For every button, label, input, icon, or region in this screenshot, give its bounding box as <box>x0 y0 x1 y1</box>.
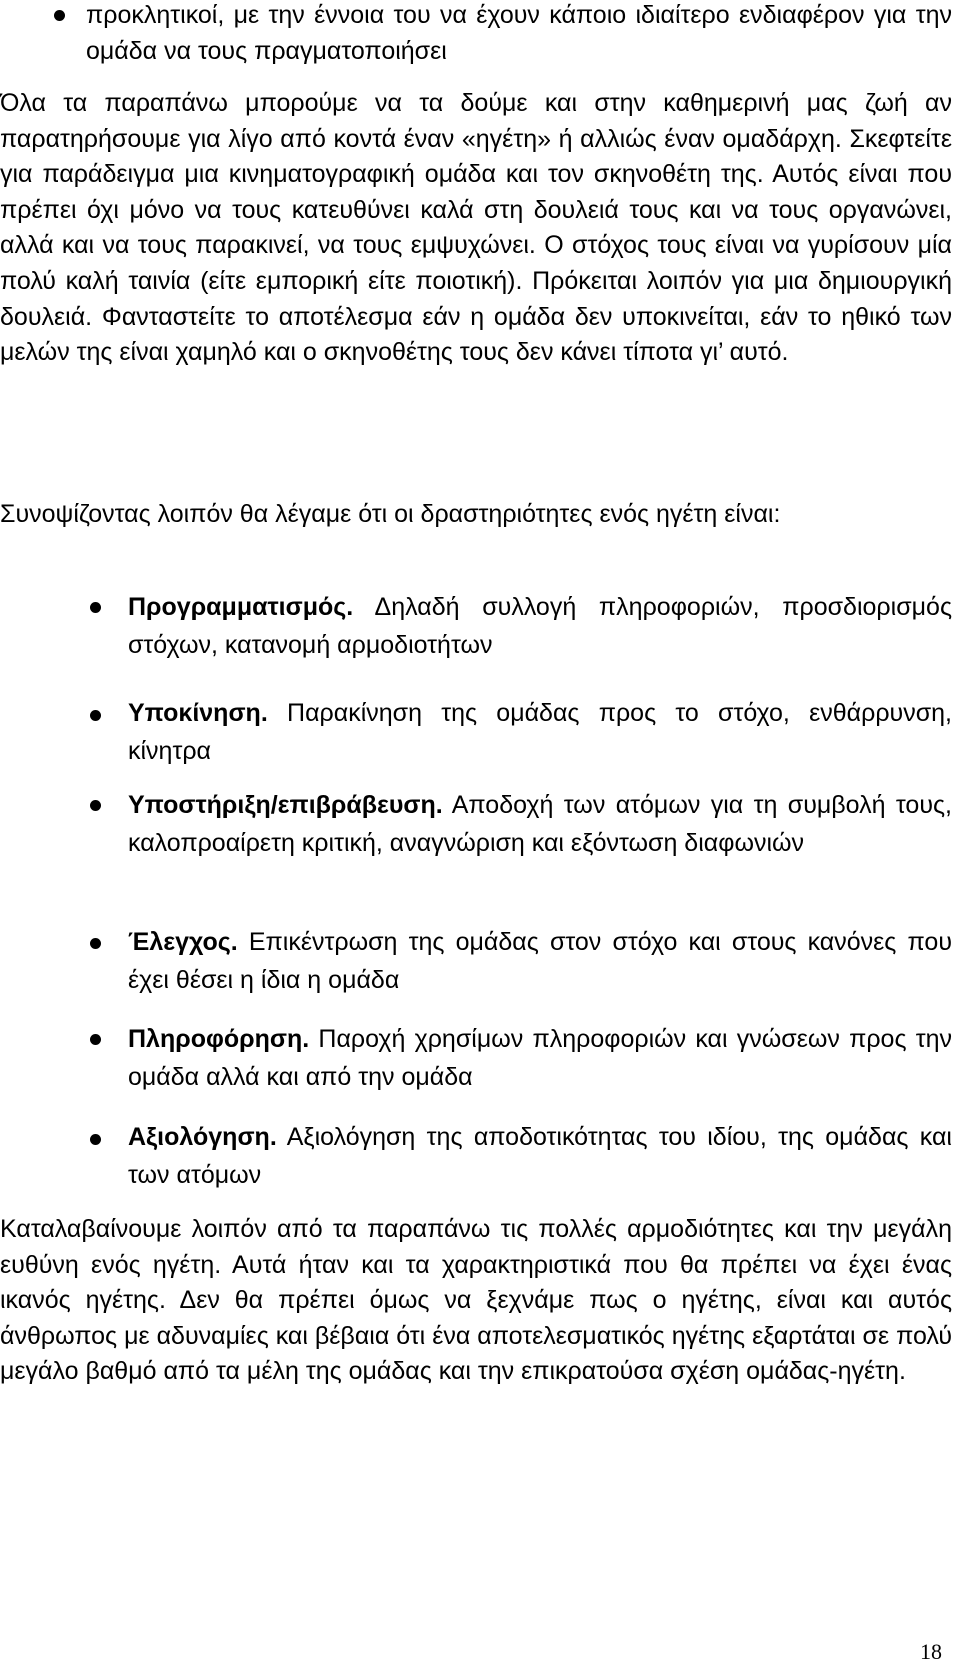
intro-bullet-text: προκλητικοί, με την έννοια του να έχουν κάποιο ιδιαίτερο ενδιαφέρον για την ομάδα να τους πραγματοποιήσει <box>86 1 952 65</box>
list-item-term: Υποκίνηση. <box>128 699 268 727</box>
list-item <box>128 1020 952 1096</box>
list-item-term: Πληροφόρηση. <box>128 1025 310 1053</box>
paragraph-3: Καταλαβαίνουμε λοιπόν από τα παραπάνω τις πολλές αρμοδιότητες και την μεγάλη ευθύνη ενός ηγέτη. Αυτά ήταν και τα χαρακτηριστικά που θα πρέπει να έχει ένας ικανός ηγέτης. Δεν θα πρέπει όμως να ξεχνάμε πως ο ηγέτης, είναι και αυτός άνθρωπος με αδυναμίες και βέβαια ότι ένα αποτελεσματικός ηγέτης εξαρτάται σε πολύ μεγάλο βαθμό από τα μέλη της ομάδας και την επικρατούσα σχέση ομάδας-ηγέτη. <box>0 1215 952 1386</box>
list-item-text: Αξιολόγηση της αποδοτικότητας του ιδίου, της ομάδας και των ατόμων <box>128 1123 952 1189</box>
list-item-term: Έλεγχος. <box>128 928 238 956</box>
bullet-icon <box>90 710 101 721</box>
bullet-icon <box>90 602 101 613</box>
list-item-text: Δηλαδή συλλογή πληροφοριών, προσδιορισμός στόχων, κατανομή αρμοδιοτήτων <box>128 593 952 659</box>
list-item-term: Υποστήριξη/επιβράβευση. <box>128 791 443 819</box>
list-item-text: Παρακίνηση της ομάδας προς το στόχο, ενθάρρυνση, κίνητρα <box>128 699 952 765</box>
list-item <box>128 786 952 862</box>
list-item-term: Αξιολόγηση. <box>128 1123 277 1151</box>
paragraph-2: Συνοψίζοντας λοιπόν θα λέγαμε ότι οι δραστηριότητες ενός ηγέτη είναι: <box>0 500 781 528</box>
list-item <box>128 923 952 999</box>
bullet-icon <box>54 10 65 21</box>
list-item <box>128 694 952 770</box>
list-item-text: Επικέντρωση της ομάδας στον στόχο και στους κανόνες που έχει θέσει η ίδια η ομάδα <box>128 928 952 994</box>
bullet-icon <box>90 938 101 949</box>
list-item <box>128 588 952 664</box>
list-item-text: Παροχή χρησίμων πληροφοριών και γνώσεων προς την ομάδα αλλά και από την ομάδα <box>128 1025 952 1091</box>
bullet-icon <box>90 800 101 811</box>
page-number: 18 <box>920 1639 942 1664</box>
list-item-text: Αποδοχή των ατόμων για τη συμβολή τους, καλοπροαίρετη κριτική, αναγνώριση και εξόντωση διαφωνιών <box>128 791 952 857</box>
list-item-term: Προγραμματισμός. <box>128 593 354 621</box>
paragraph-1: Όλα τα παραπάνω μπορούμε να τα δούμε και στην καθημερινή μας ζωή αν παρατηρήσουμε για λίγο από κοντά έναν «ηγέτη» ή αλλιώς έναν ομαδάρχη. Σκεφτείτε για παράδειγμα μια κινηματογραφική ομάδα και τον σκηνοθέτη της. Αυτός είναι που πρέπει όχι μόνο να τους κατευθύνει καλά στη δουλειά τους και να τους οργανώνει, αλλά και να τους παρακινεί, να τους εμψυχώνει. Ο στόχος τους είναι να γυρίσουν μία πολύ καλή ταινία (είτε εμπορική είτε ποιοτική). Πρόκειται λοιπόν για μια δημιουργική δουλειά. Φανταστείτε το αποτέλεσμα εάν η ομάδα δεν υποκινείται, εάν το ηθικό των μελών της είναι χαμηλό και ο σκηνοθέτης τους δεν κάνει τίποτα γι’ αυτό. <box>0 89 952 367</box>
bullet-icon <box>90 1034 101 1045</box>
list-item <box>128 1118 952 1194</box>
bullet-icon <box>90 1134 101 1145</box>
